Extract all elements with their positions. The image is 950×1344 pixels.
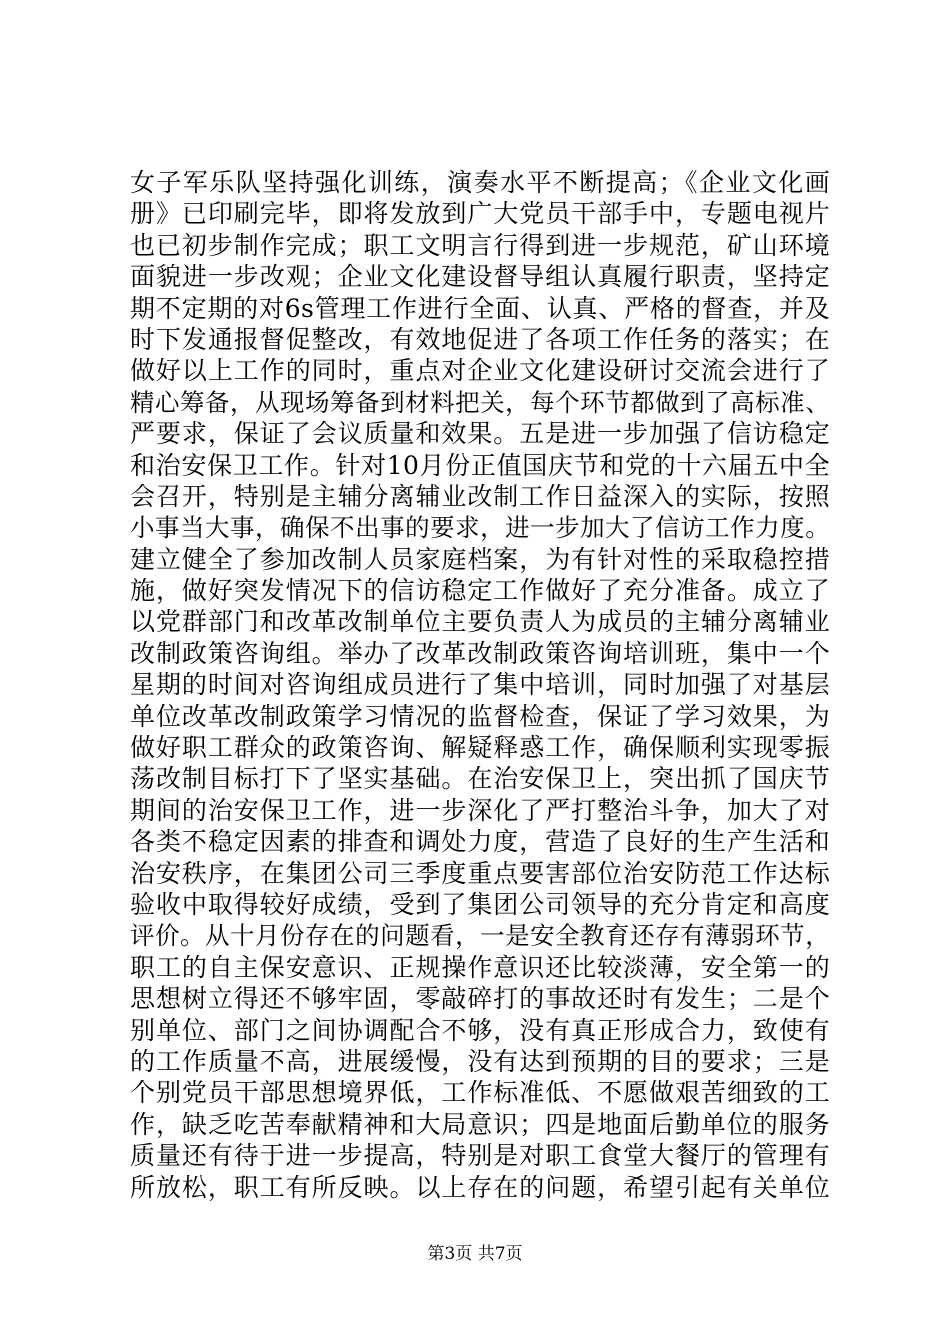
text-line: 改制政策咨询组。举办了改革改制政策咨询培训班，集中一个 <box>130 638 830 668</box>
text-line: 面貌进一步改观；企业文化建设督导组认真履行职责，坚持定 <box>130 262 830 292</box>
text-line: 所放松，职工有所反映。以上存在的问题，希望引起有关单位 <box>130 1172 830 1202</box>
text-line: 做好以上工作的同时，重点对企业文化建设研讨交流会进行了 <box>130 356 830 386</box>
text-line: 的工作质量不高，进展缓慢，没有达到预期的目的要求；三是 <box>130 1046 830 1076</box>
text-line: 治安秩序，在集团公司三季度重点要害部位治安防范工作达标 <box>130 858 830 888</box>
text-line: 精心筹备，从现场筹备到材料把关，每个环节都做到了高标准、 <box>130 387 830 417</box>
text-line: 别单位、部门之间协调配合不够，没有真正形成合力，致使有 <box>130 1015 830 1045</box>
text-line: 思想树立得还不够牢固，零敲碎打的事故还时有发生；二是个 <box>130 984 830 1014</box>
text-line: 以党群部门和改革改制单位主要负责人为成员的主辅分离辅业 <box>130 607 830 637</box>
text-line: 女子军乐队坚持强化训练，演奏水平不断提高；《企业文化画 <box>130 168 830 197</box>
text-line: 评价。从十月份存在的问题看，一是安全教育还存有薄弱环节， <box>130 921 830 951</box>
text-line: 会召开，特别是主辅分离辅业改制工作日益深入的实际，按照 <box>130 481 830 511</box>
text-line: 册》已印刷完毕，即将发放到广大党员干部手中，专题电视片 <box>130 199 830 229</box>
text-line: 建立健全了参加改制人员家庭档案，为有针对性的采取稳控措 <box>130 544 830 574</box>
text-line: 荡改制目标打下了坚实基础。在治安保卫上，突出抓了国庆节 <box>130 764 830 794</box>
text-line: 作，缺乏吃苦奉献精神和大局意识；四是地面后勤单位的服务 <box>130 1109 830 1139</box>
text-line: 验收中取得较好成绩，受到了集团公司领导的充分肯定和高度 <box>130 889 830 919</box>
text-line: 期间的治安保卫工作，进一步深化了严打整治斗争，加大了对 <box>130 795 830 825</box>
page-number-footer: 第3页 共7页 <box>427 1244 523 1264</box>
text-line: 职工的自主保安意识、正规操作意识还比较淡薄，安全第一的 <box>130 952 830 982</box>
body-paragraph <box>130 167 830 1203</box>
text-line: 星期的时间对咨询组成员进行了集中培训，同时加强了对基层 <box>130 670 830 700</box>
text-line: 单位改革改制政策学习情况的监督检查，保证了学习效果，为 <box>130 701 830 731</box>
text-line: 也已初步制作完成；职工文明言行得到进一步规范，矿山环境 <box>130 230 830 260</box>
text-line: 个别党员干部思想境界低，工作标准低、不愿做艰苦细致的工 <box>130 1078 830 1108</box>
text-line: 期不定期的对6s管理工作进行全面、认真、严格的督查，并及 <box>130 293 830 323</box>
text-line: 质量还有待于进一步提高，特别是对职工食堂大餐厅的管理有 <box>130 1141 830 1171</box>
text-line: 时下发通报督促整改，有效地促进了各项工作任务的落实；在 <box>130 324 830 354</box>
text-line: 小事当大事，确保不出事的要求，进一步加大了信访工作力度。 <box>130 513 830 543</box>
text-line: 各类不稳定因素的排查和调处力度，营造了良好的生产生活和 <box>130 827 830 857</box>
text-line: 做好职工群众的政策咨询、解疑释惑工作，确保顺利实现零振 <box>130 733 830 763</box>
text-line: 和治安保卫工作。针对10月份正值国庆节和党的十六届五中全 <box>130 450 830 480</box>
text-line: 施，做好突发情况下的信访稳定工作做好了充分准备。成立了 <box>130 576 830 606</box>
text-line: 严要求，保证了会议质量和效果。五是进一步加强了信访稳定 <box>130 419 830 449</box>
